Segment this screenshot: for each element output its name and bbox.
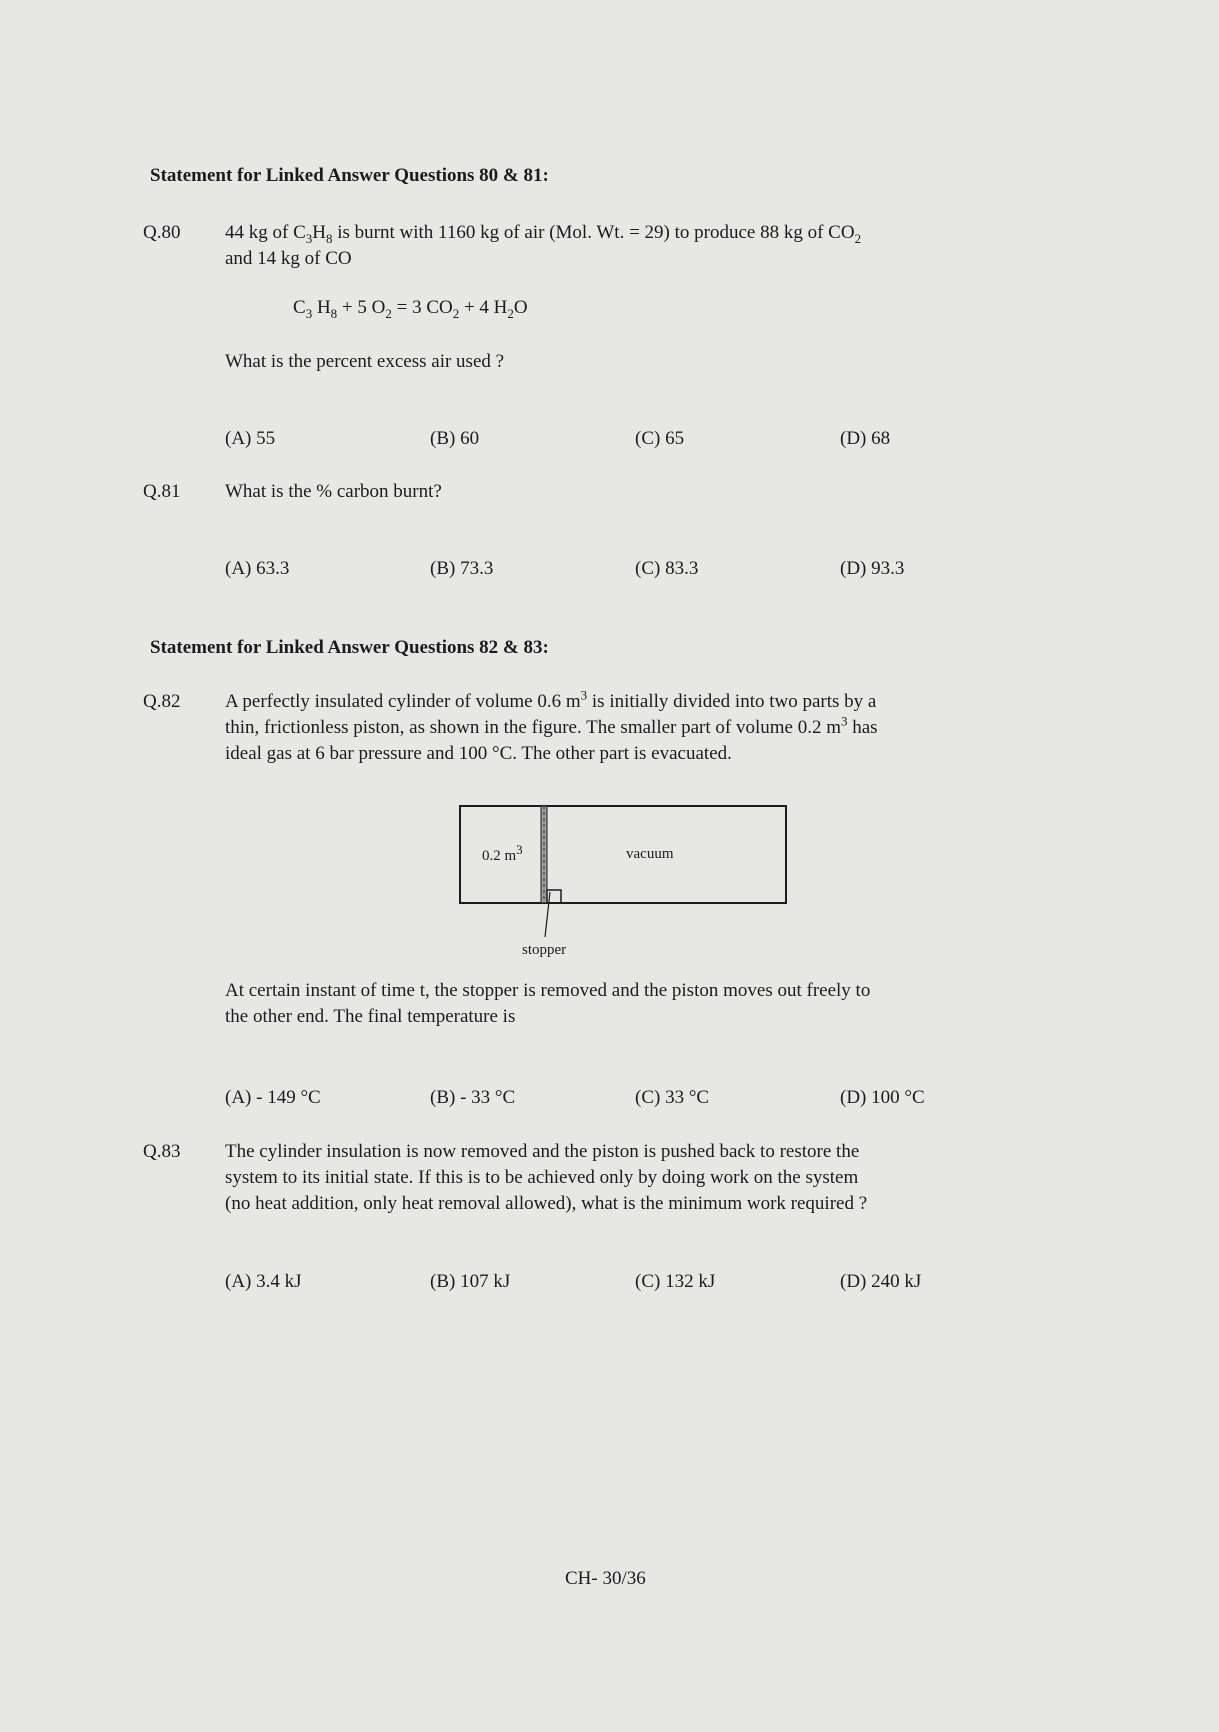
question-number-80: Q.80 (143, 222, 181, 243)
question-text-82 (225, 689, 1125, 767)
option-81-b: (B) 73.3 (430, 558, 494, 579)
option-82-b: (B) - 33 °C (430, 1087, 516, 1108)
section-heading-80-81: Statement for Linked Answer Questions 80 & 81: (150, 165, 549, 186)
question-text-83 (225, 1139, 1125, 1217)
question-prompt-80: What is the percent excess air used ? (225, 351, 505, 372)
option-80-c: (C) 65 (635, 428, 685, 449)
option-83-a: (A) 3.4 kJ (225, 1271, 302, 1292)
question-continuation-82-line1: At certain instant of time t, the stopper is removed and the piston moves out freely to (225, 980, 871, 1001)
question-text-82-line1: A perfectly insulated cylinder of volume 0.6 $m^3$ is initially divided into two parts by a (225, 687, 877, 712)
volume-label: 0.2 $m^3$ (482, 842, 523, 864)
option-83-d: (D) 240 kJ (840, 1271, 922, 1292)
vacuum-label: vacuum (626, 846, 674, 862)
option-80-a: (A) 55 (225, 428, 276, 449)
option-81-c: (C) 83.3 (635, 558, 699, 579)
question-text-82-line3: ideal gas at 6 bar pressure and 100 °C. The other part is evacuated. (225, 743, 732, 764)
option-83-c: (C) 132 kJ (635, 1271, 716, 1292)
question-prompt-81: What is the % carbon burnt? (225, 481, 442, 502)
question-number-81: Q.81 (143, 481, 181, 502)
page-number: CH- 30/36 (565, 1568, 646, 1589)
stopper-label: stopper (522, 942, 567, 958)
option-80-d: (D) 68 (840, 428, 891, 449)
question-text-83-line3: (no heat addition, only heat removal allowed), what is the minimum work required ? (225, 1193, 868, 1214)
option-82-a: (A) - 149 °C (225, 1087, 321, 1108)
option-81-d: (D) 93.3 (840, 558, 905, 579)
cylinder-diagram (440, 800, 820, 970)
question-text-80-line1: 44 kg of $C_3H_8$ is burnt with 1160 kg of air (Mol. Wt. = 29) to produce 88 kg of $CO_2$ (225, 222, 862, 246)
question-continuation-82 (225, 978, 1125, 1030)
option-82-d: (D) 100 °C (840, 1087, 925, 1108)
cylinder-figure (440, 800, 820, 970)
question-text-82-line2: thin, frictionless piston, as shown in the figure. The smaller part of volume 0.2 $m^3$ has (225, 713, 878, 738)
combustion-equation: $C_3$ $H_8 + 5$ $O_2 = 3$ $CO_2 + 4$ $H_2O$ (293, 297, 528, 321)
question-text-83-line1: The cylinder insulation is now removed and the piston is pushed back to restore the (225, 1141, 860, 1162)
question-number-82: Q.82 (143, 691, 181, 712)
question-text-80 (225, 220, 1055, 272)
question-continuation-82-line2: the other end. The final temperature is (225, 1006, 516, 1027)
option-82-c: (C) 33 °C (635, 1087, 710, 1108)
question-text-80-line2: and 14 kg of CO (225, 248, 352, 269)
question-text-83-line2: system to its initial state. If this is to be achieved only by doing work on the system (225, 1167, 859, 1188)
section-heading-82-83: Statement for Linked Answer Questions 82 & 83: (150, 637, 549, 658)
option-80-b: (B) 60 (430, 428, 480, 449)
option-81-a: (A) 63.3 (225, 558, 290, 579)
option-83-b: (B) 107 kJ (430, 1271, 511, 1292)
question-number-83: Q.83 (143, 1141, 181, 1162)
